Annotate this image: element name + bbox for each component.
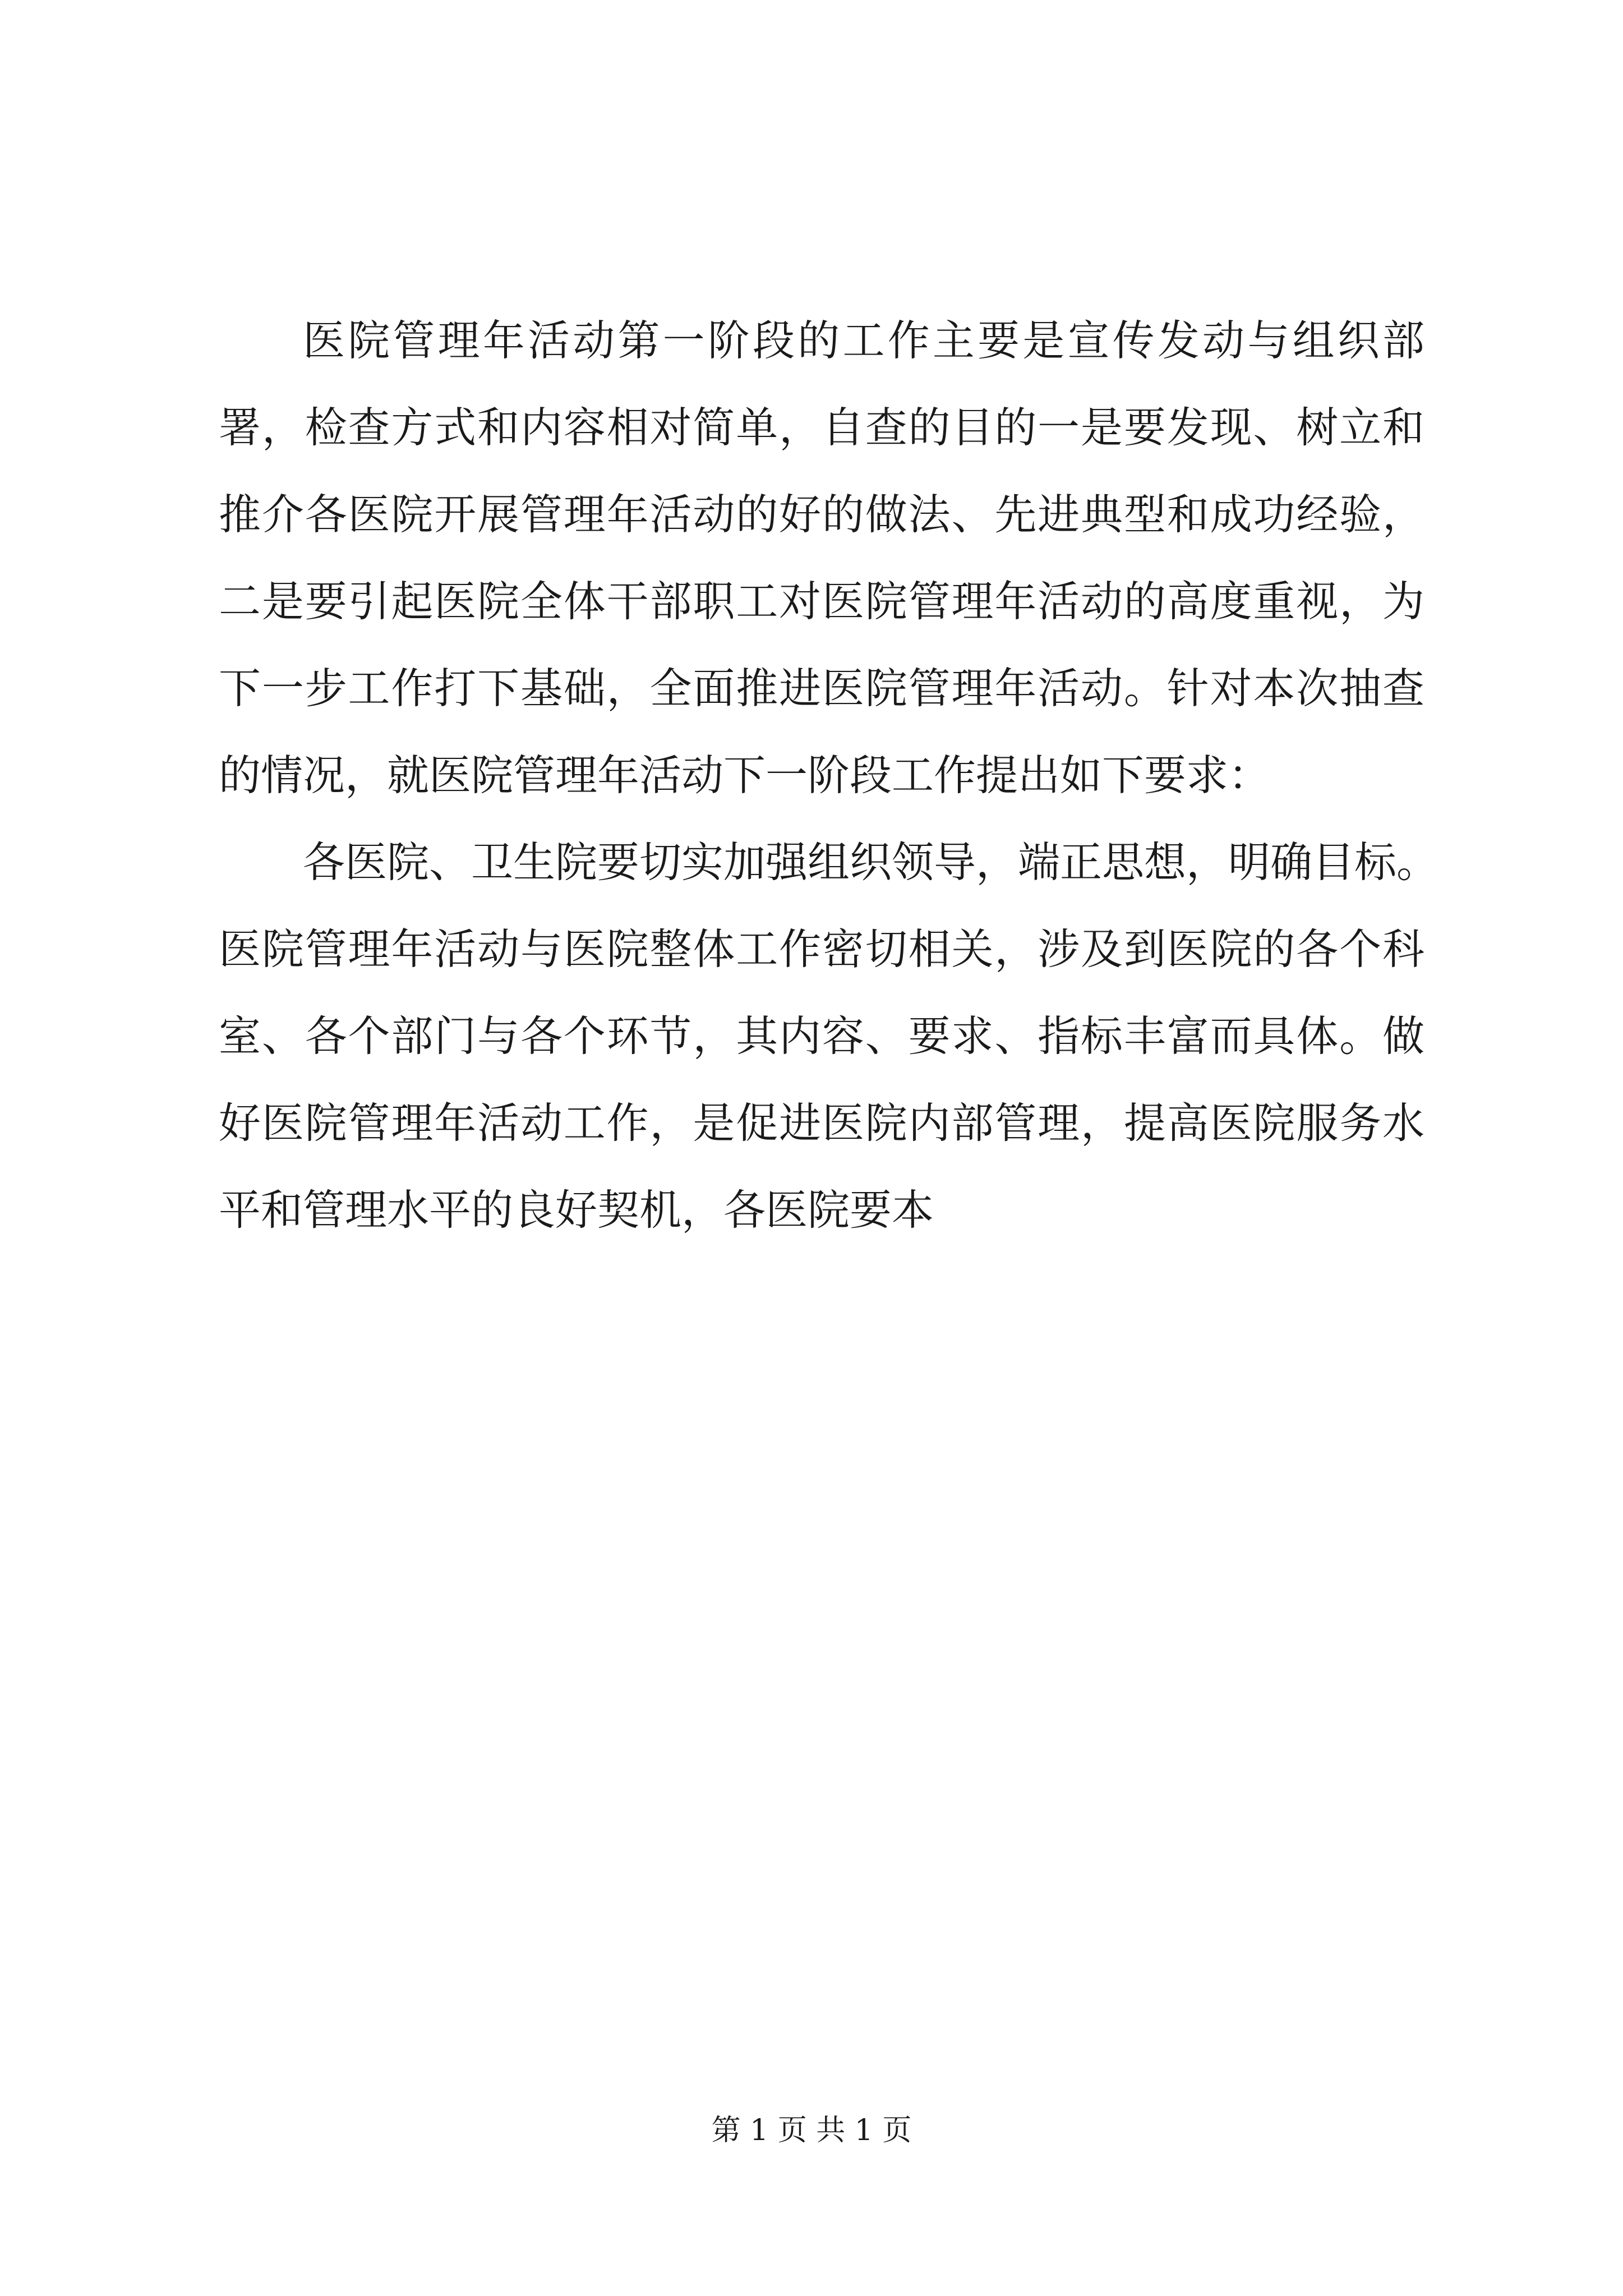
paragraph-1-line-4: 二是要引起医院全体干部职工对医院管理年活动的高度重视，为 [219, 577, 1424, 626]
paragraph-2-line-2: 医院管理年活动与医院整体工作密切相关，涉及到医院的各个科 [219, 924, 1424, 974]
paragraph-2-line-5: 平和管理水平的良好契机，各医院要本 [219, 1185, 934, 1235]
page-number-footer: 第 1 页 共 1 页 [711, 2114, 912, 2147]
document-body [219, 297, 1439, 1254]
paragraph-1-line-2: 署，检查方式和内容相对简单，自查的目的一是要发现、树立和 [219, 403, 1424, 452]
paragraph-2-line-3: 室、各个部门与各个环节，其内容、要求、指标丰富而具体。做 [219, 1011, 1424, 1061]
paragraph-1-line-5: 下一步工作打下基础，全面推进医院管理年活动。针对本次抽查 [219, 664, 1424, 713]
paragraph-2-line-1: 各医院、卫生院要切实加强组织领导，端正思想，明确目标。 [303, 838, 1439, 887]
paragraph-2-line-4: 好医院管理年活动工作，是促进医院内部管理，提高医院服务水 [219, 1098, 1424, 1148]
paragraph-1-line-6: 的情况，就医院管理年活动下一阶段工作提出如下要求： [219, 751, 1271, 800]
paragraph-1-line-1: 医院管理年活动第一阶段的工作主要是宣传发动与组织部 [303, 316, 1424, 365]
paragraph-1-line-3: 推介各医院开展管理年活动的好的做法、先进典型和成功经验， [219, 490, 1424, 539]
